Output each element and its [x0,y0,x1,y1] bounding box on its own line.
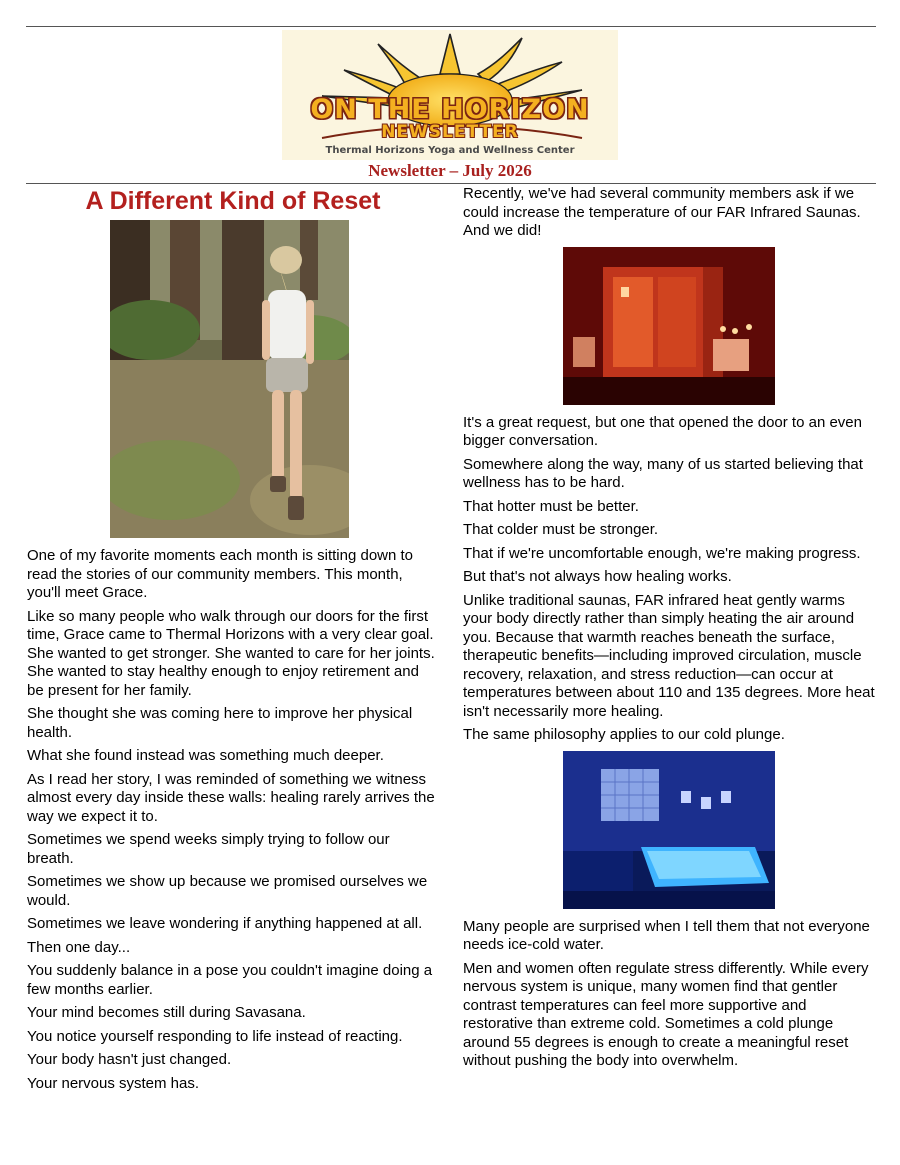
article-paragraph: That colder must be stronger. [463,521,659,538]
logo-tagline: Thermal Horizons Yoga and Wellness Center [325,145,575,156]
article-paragraph: The same philosophy applies to our cold plunge. [463,726,785,743]
logo-subtitle: NEWSLETTER [381,122,519,142]
article-paragraph: Recently, we've had several community members ask if we could increase the temperature of our FAR Infrared Saunas. And we did! [463,185,861,239]
article-paragraph: It's a great request, but one that opened the door to an even bigger conversation. [463,413,862,449]
article-paragraph: She thought she was coming here to improve her physical health. [27,705,413,741]
article-paragraph: Like so many people who walk through our doors for the first time, Grace came to Thermal Horizons with a very clear goal. She wanted to get stronger. She wanted to care for her joints. She wanted to stay healthy enough to enjoy retirement and be present for her family. [27,607,435,699]
article-paragraph: One of my favorite moments each month is sitting down to read the stories of our community members. This month, you'll meet Grace. [27,547,414,601]
hiking-photo [110,220,349,538]
infrared-sauna-photo [563,247,775,405]
cold-plunge-photo [563,751,775,909]
article-paragraph: Many people are surprised when I tell them that not everyone needs ice-cold water. [463,917,870,953]
article-paragraph: What she found instead was something much deeper. [27,747,384,764]
header-rule [26,183,876,184]
logo-title: ON THE HORIZON [310,94,590,125]
article-headline: A Different Kind of Reset [85,187,381,215]
issue-date-line: Newsletter – July 2026 [368,161,532,180]
article-paragraph: Sometimes we spend weeks simply trying to follow our breath. [27,831,390,867]
article-paragraph: Your nervous system has. [27,1074,200,1092]
article-paragraph: Men and women often regulate stress differently. While every nervous system is unique, many women find that gentler contrast temperatures can feel more supportive and restorative than extreme cold. Sometimes a cold plunge around 55 degrees is enough to create a meaningful reset without pushing the body into overwhelm. [463,959,869,1069]
article-paragraph: Sometimes we show up because we promised ourselves we would. [27,873,428,909]
article-paragraph: But that's not always how healing works. [463,568,732,585]
top-rule [26,26,876,27]
article-paragraph: Then one day... [27,938,131,956]
right-column [463,185,875,1076]
article-paragraph: Unlike traditional saunas, FAR infrared heat gently warms your body directly rather than simply heating the air around you. Because that warmth reaches beneath the surface, therapeutic benefits—including improved circulation, muscle recovery, relaxation, and stress reduction—can occur at temperatures between about 110 and 135 degrees. More heat isn't necessarily more healing. [463,591,875,720]
article-paragraph: You notice yourself responding to life instead of reacting. [27,1027,403,1045]
left-column [27,187,439,1098]
article-paragraph: Your body hasn't just changed. [27,1051,232,1068]
article-paragraph: That if we're uncomfortable enough, we're making progress. [463,544,861,562]
article-paragraph: Somewhere along the way, many of us started believing that wellness has to be hard. [463,455,863,491]
article-paragraph: As I read her story, I was reminded of something we witness almost every day inside these walls: healing rarely arrives the way we expect it to. [27,770,435,825]
article-paragraph: You suddenly balance in a pose you couldn't imagine doing a few months earlier. [27,962,433,998]
newsletter-logo [282,30,618,160]
article-paragraph: That hotter must be better. [463,497,639,515]
article-paragraph: Sometimes we leave wondering if anything happened at all. [27,915,423,932]
article-paragraph: Your mind becomes still during Savasana. [27,1004,306,1021]
